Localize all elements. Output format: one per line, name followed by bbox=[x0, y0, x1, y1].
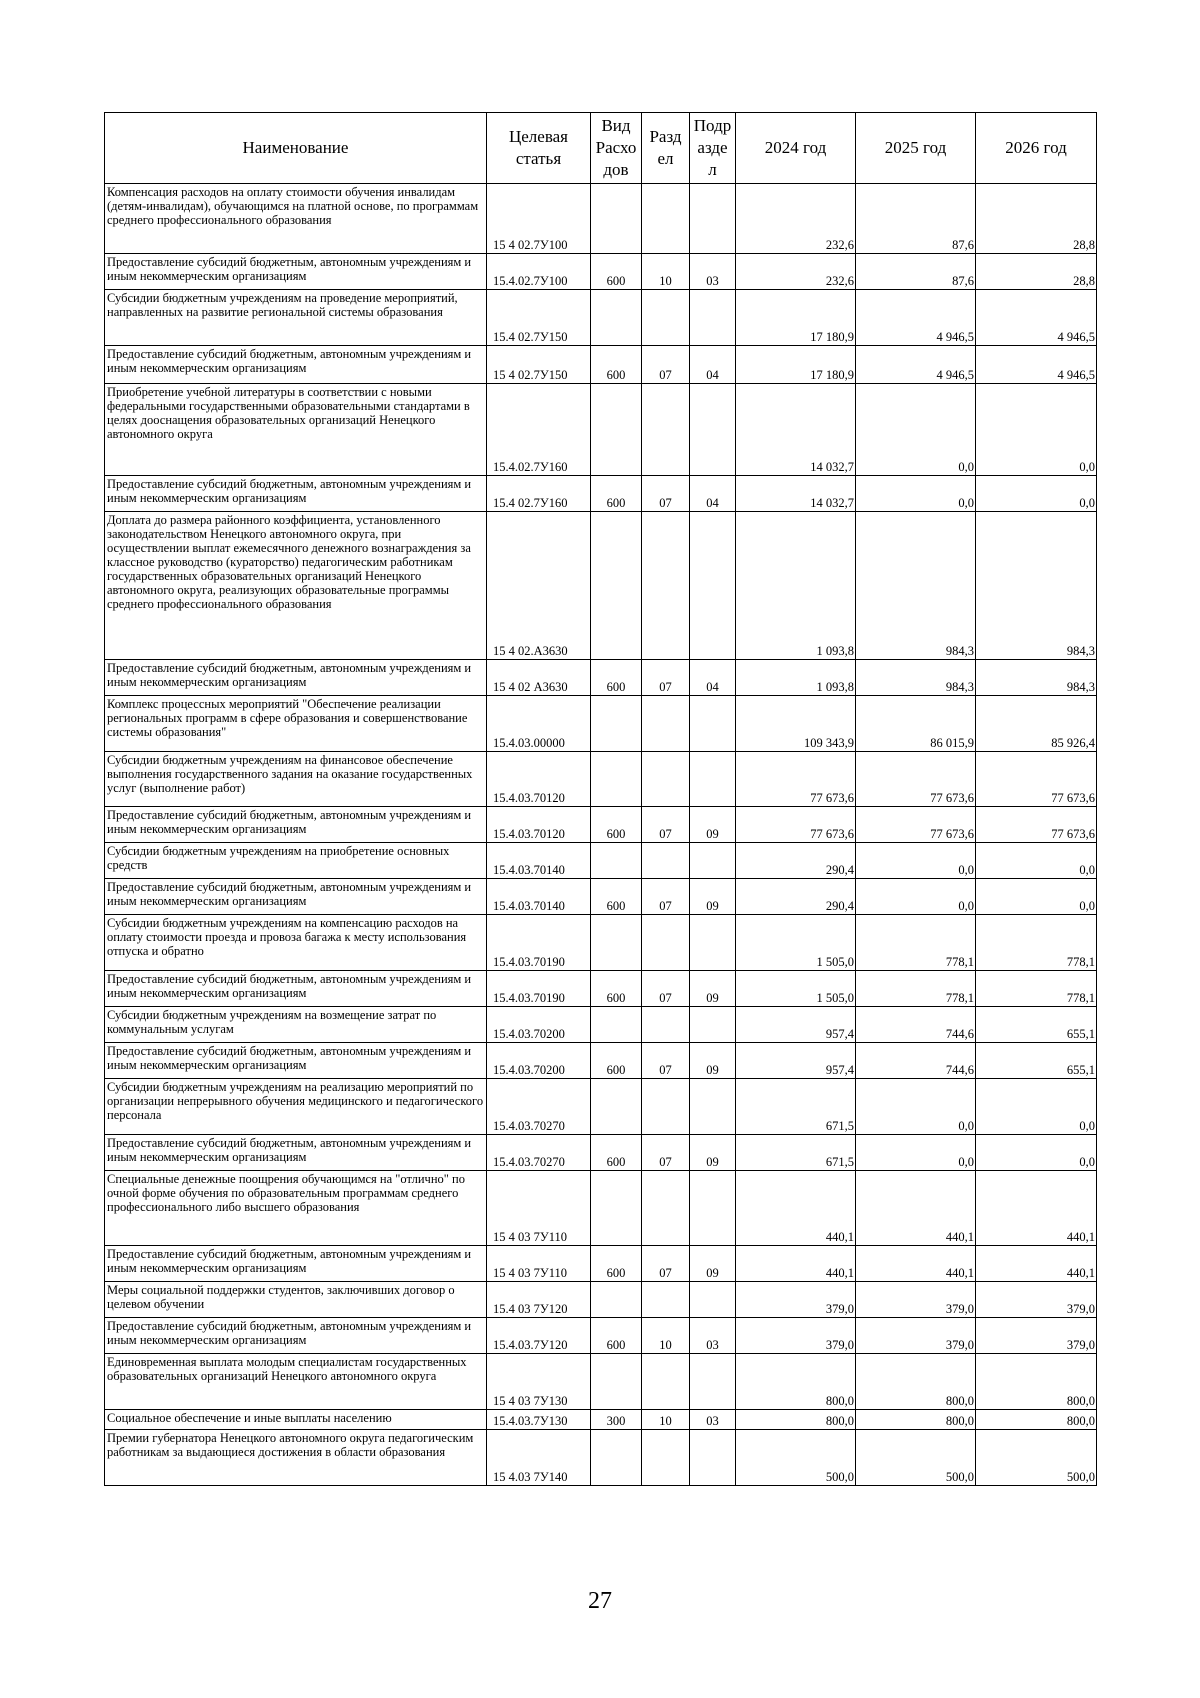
row-target-article: 15.4.03.70140 bbox=[487, 879, 591, 915]
row-value-2024: 290,4 bbox=[736, 843, 856, 879]
row-value-2025: 744,6 bbox=[856, 1007, 976, 1043]
row-name: Социальное обеспечение и иные выплаты населению bbox=[105, 1410, 487, 1430]
row-expense-type: 600 bbox=[591, 879, 642, 915]
row-subsection: 04 bbox=[690, 346, 736, 384]
table-row bbox=[105, 254, 1097, 290]
row-target-article: 15 4 03 7У110 bbox=[487, 1171, 591, 1246]
table-row bbox=[105, 476, 1097, 512]
header-section: Разд ел bbox=[642, 113, 690, 184]
row-target-article: 15.4.03.70270 bbox=[487, 1135, 591, 1171]
budget-table-page bbox=[104, 112, 1096, 1486]
header-year-2024: 2024 год bbox=[736, 113, 856, 184]
row-value-2026: 0,0 bbox=[976, 476, 1097, 512]
row-section bbox=[642, 696, 690, 752]
row-name: Предоставление субсидий бюджетным, автономным учреждениям и иным некоммерческим организациям bbox=[105, 807, 487, 843]
table-row bbox=[105, 1354, 1097, 1410]
row-section bbox=[642, 1354, 690, 1410]
row-subsection bbox=[690, 915, 736, 971]
row-section bbox=[642, 752, 690, 807]
row-name: Предоставление субсидий бюджетным, автономным учреждениям и иным некоммерческим организациям bbox=[105, 660, 487, 696]
row-expense-type: 600 bbox=[591, 254, 642, 290]
row-section bbox=[642, 1171, 690, 1246]
table-row bbox=[105, 1430, 1097, 1486]
row-subsection bbox=[690, 1354, 736, 1410]
row-expense-type: 600 bbox=[591, 807, 642, 843]
row-value-2024: 14 032,7 bbox=[736, 476, 856, 512]
row-value-2026: 0,0 bbox=[976, 879, 1097, 915]
header-target-article: Целевая статья bbox=[487, 113, 591, 184]
row-value-2025: 984,3 bbox=[856, 512, 976, 660]
row-section bbox=[642, 512, 690, 660]
row-value-2025: 0,0 bbox=[856, 476, 976, 512]
row-target-article: 15 4 02 А3630 bbox=[487, 660, 591, 696]
row-expense-type bbox=[591, 915, 642, 971]
row-target-article: 15.4.03.70200 bbox=[487, 1007, 591, 1043]
row-name: Предоставление субсидий бюджетным, автономным учреждениям и иным некоммерческим организациям bbox=[105, 476, 487, 512]
row-value-2025: 77 673,6 bbox=[856, 807, 976, 843]
row-expense-type: 600 bbox=[591, 1043, 642, 1079]
row-target-article: 15.4.03.70120 bbox=[487, 752, 591, 807]
row-value-2024: 109 343,9 bbox=[736, 696, 856, 752]
row-subsection bbox=[690, 512, 736, 660]
row-section bbox=[642, 1007, 690, 1043]
row-target-article: 15.4.03.7У120 bbox=[487, 1318, 591, 1354]
row-value-2026: 77 673,6 bbox=[976, 752, 1097, 807]
row-value-2025: 86 015,9 bbox=[856, 696, 976, 752]
table-row bbox=[105, 752, 1097, 807]
row-value-2025: 800,0 bbox=[856, 1410, 976, 1430]
row-section bbox=[642, 843, 690, 879]
row-value-2025: 778,1 bbox=[856, 971, 976, 1007]
row-section bbox=[642, 1430, 690, 1486]
row-target-article: 15 4 02.А3630 bbox=[487, 512, 591, 660]
row-expense-type: 600 bbox=[591, 660, 642, 696]
row-subsection bbox=[690, 290, 736, 346]
row-value-2025: 379,0 bbox=[856, 1318, 976, 1354]
row-target-article: 15.4 03 7У120 bbox=[487, 1282, 591, 1318]
row-name: Субсидии бюджетным учреждениям на реализацию мероприятий по организации непрерывного обучения медицинского и педагогического персонала bbox=[105, 1079, 487, 1135]
header-expense-type: Вид Расхо дов bbox=[591, 113, 642, 184]
row-subsection bbox=[690, 1430, 736, 1486]
row-value-2025: 500,0 bbox=[856, 1430, 976, 1486]
row-target-article: 15 4.03 7У140 bbox=[487, 1430, 591, 1486]
row-expense-type: 600 bbox=[591, 346, 642, 384]
row-name: Предоставление субсидий бюджетным, автономным учреждениям и иным некоммерческим организациям bbox=[105, 1043, 487, 1079]
row-value-2025: 0,0 bbox=[856, 1135, 976, 1171]
row-subsection bbox=[690, 752, 736, 807]
row-expense-type: 600 bbox=[591, 1135, 642, 1171]
row-value-2024: 379,0 bbox=[736, 1282, 856, 1318]
row-name: Доплата до размера районного коэффициента, установленного законодательством Ненецкого автономного округа, при осуществлении выплат ежемесячного денежного вознаграждения за классное руководство (кураторство) педагогическим работникам государственных образовательных организаций Ненецкого автономного округа, реализующих образовательные программы среднего профессионального образования bbox=[105, 512, 487, 660]
row-name: Предоставление субсидий бюджетным, автономным учреждениям и иным некоммерческим организациям bbox=[105, 1318, 487, 1354]
row-value-2026: 440,1 bbox=[976, 1246, 1097, 1282]
row-subsection bbox=[690, 384, 736, 476]
row-subsection: 04 bbox=[690, 660, 736, 696]
row-value-2026: 379,0 bbox=[976, 1318, 1097, 1354]
row-expense-type bbox=[591, 843, 642, 879]
row-subsection: 03 bbox=[690, 254, 736, 290]
table-row bbox=[105, 1135, 1097, 1171]
row-value-2024: 77 673,6 bbox=[736, 807, 856, 843]
row-value-2025: 4 946,5 bbox=[856, 346, 976, 384]
row-value-2026: 28,8 bbox=[976, 184, 1097, 254]
row-value-2024: 1 505,0 bbox=[736, 971, 856, 1007]
row-value-2025: 0,0 bbox=[856, 1079, 976, 1135]
row-name: Единовременная выплата молодым специалистам государственных образовательных организаций Ненецкого автономного округа bbox=[105, 1354, 487, 1410]
row-target-article: 15.4.02.7У100 bbox=[487, 254, 591, 290]
row-subsection: 09 bbox=[690, 1043, 736, 1079]
row-section: 07 bbox=[642, 660, 690, 696]
table-row bbox=[105, 807, 1097, 843]
row-subsection bbox=[690, 1007, 736, 1043]
table-row bbox=[105, 1410, 1097, 1430]
row-value-2024: 290,4 bbox=[736, 879, 856, 915]
table-row bbox=[105, 346, 1097, 384]
row-subsection: 09 bbox=[690, 971, 736, 1007]
row-expense-type: 600 bbox=[591, 971, 642, 1007]
row-expense-type: 300 bbox=[591, 1410, 642, 1430]
row-value-2026: 778,1 bbox=[976, 971, 1097, 1007]
row-value-2024: 671,5 bbox=[736, 1135, 856, 1171]
row-value-2026: 655,1 bbox=[976, 1007, 1097, 1043]
table-row bbox=[105, 1318, 1097, 1354]
row-subsection: 03 bbox=[690, 1410, 736, 1430]
row-subsection bbox=[690, 843, 736, 879]
row-subsection: 03 bbox=[690, 1318, 736, 1354]
header-year-2025: 2025 год bbox=[856, 113, 976, 184]
row-value-2024: 232,6 bbox=[736, 254, 856, 290]
row-expense-type bbox=[591, 290, 642, 346]
row-value-2024: 1 505,0 bbox=[736, 915, 856, 971]
row-name: Приобретение учебной литературы в соответствии с новыми федеральными государственными образовательными стандартами в целях дооснащения образовательных организаций Ненецкого автономного округа bbox=[105, 384, 487, 476]
row-value-2026: 77 673,6 bbox=[976, 807, 1097, 843]
row-value-2026: 4 946,5 bbox=[976, 346, 1097, 384]
row-target-article: 15.4.03.70190 bbox=[487, 915, 591, 971]
table-row bbox=[105, 1079, 1097, 1135]
row-value-2025: 77 673,6 bbox=[856, 752, 976, 807]
row-name: Субсидии бюджетным учреждениям на приобретение основных средств bbox=[105, 843, 487, 879]
row-value-2024: 1 093,8 bbox=[736, 660, 856, 696]
table-row bbox=[105, 290, 1097, 346]
row-value-2024: 17 180,9 bbox=[736, 290, 856, 346]
row-section: 07 bbox=[642, 1135, 690, 1171]
row-name: Предоставление субсидий бюджетным, автономным учреждениям и иным некоммерческим организациям bbox=[105, 1135, 487, 1171]
row-target-article: 15.4.03.7У130 bbox=[487, 1410, 591, 1430]
row-subsection bbox=[690, 1171, 736, 1246]
row-name: Субсидии бюджетным учреждениям на финансовое обеспечение выполнения государственного задания на оказание государственных услуг (выполнение работ) bbox=[105, 752, 487, 807]
row-value-2025: 379,0 bbox=[856, 1282, 976, 1318]
row-expense-type bbox=[591, 1007, 642, 1043]
row-expense-type bbox=[591, 696, 642, 752]
table-row bbox=[105, 843, 1097, 879]
table-row bbox=[105, 1282, 1097, 1318]
table-row bbox=[105, 915, 1097, 971]
table-row bbox=[105, 1043, 1097, 1079]
row-section: 07 bbox=[642, 807, 690, 843]
row-subsection bbox=[690, 696, 736, 752]
row-section bbox=[642, 290, 690, 346]
row-subsection bbox=[690, 184, 736, 254]
page-number: 27 bbox=[588, 1588, 612, 1614]
row-value-2026: 4 946,5 bbox=[976, 290, 1097, 346]
row-value-2026: 0,0 bbox=[976, 1135, 1097, 1171]
row-section bbox=[642, 1079, 690, 1135]
row-target-article: 15.4.03.00000 bbox=[487, 696, 591, 752]
row-value-2026: 800,0 bbox=[976, 1354, 1097, 1410]
table-row bbox=[105, 1246, 1097, 1282]
row-expense-type bbox=[591, 1282, 642, 1318]
table-header-row bbox=[105, 113, 1097, 184]
row-value-2025: 87,6 bbox=[856, 184, 976, 254]
row-value-2025: 744,6 bbox=[856, 1043, 976, 1079]
row-value-2025: 0,0 bbox=[856, 384, 976, 476]
row-name: Предоставление субсидий бюджетным, автономным учреждениям и иным некоммерческим организациям bbox=[105, 879, 487, 915]
table-row bbox=[105, 384, 1097, 476]
row-value-2026: 85 926,4 bbox=[976, 696, 1097, 752]
header-name: Наименование bbox=[105, 113, 487, 184]
row-name: Предоставление субсидий бюджетным, автономным учреждениям и иным некоммерческим организациям bbox=[105, 346, 487, 384]
row-target-article: 15.4 02.7У160 bbox=[487, 476, 591, 512]
row-section: 07 bbox=[642, 1043, 690, 1079]
row-section: 07 bbox=[642, 971, 690, 1007]
row-target-article: 15.4.03.70200 bbox=[487, 1043, 591, 1079]
row-subsection bbox=[690, 1282, 736, 1318]
row-value-2025: 778,1 bbox=[856, 915, 976, 971]
row-value-2025: 800,0 bbox=[856, 1354, 976, 1410]
row-value-2025: 0,0 bbox=[856, 879, 976, 915]
row-name: Субсидии бюджетным учреждениям на компенсацию расходов на оплату стоимости проезда и провоза багажа к месту использования отпуска и обратно bbox=[105, 915, 487, 971]
table-row bbox=[105, 660, 1097, 696]
row-value-2025: 440,1 bbox=[856, 1171, 976, 1246]
row-section bbox=[642, 915, 690, 971]
row-value-2026: 984,3 bbox=[976, 512, 1097, 660]
row-subsection: 09 bbox=[690, 1246, 736, 1282]
row-value-2025: 87,6 bbox=[856, 254, 976, 290]
row-name: Предоставление субсидий бюджетным, автономным учреждениям и иным некоммерческим организациям bbox=[105, 254, 487, 290]
table-row bbox=[105, 184, 1097, 254]
row-value-2024: 440,1 bbox=[736, 1246, 856, 1282]
row-subsection: 09 bbox=[690, 807, 736, 843]
row-value-2025: 440,1 bbox=[856, 1246, 976, 1282]
row-value-2024: 671,5 bbox=[736, 1079, 856, 1135]
row-target-article: 15 4 02.7У150 bbox=[487, 346, 591, 384]
row-value-2026: 655,1 bbox=[976, 1043, 1097, 1079]
row-value-2026: 379,0 bbox=[976, 1282, 1097, 1318]
row-expense-type bbox=[591, 512, 642, 660]
row-value-2024: 500,0 bbox=[736, 1430, 856, 1486]
row-name: Субсидии бюджетным учреждениям на проведение мероприятий, направленных на развитие региональной системы образования bbox=[105, 290, 487, 346]
row-expense-type bbox=[591, 1430, 642, 1486]
row-value-2026: 0,0 bbox=[976, 1079, 1097, 1135]
row-name: Меры социальной поддержки студентов, заключивших договор о целевом обучении bbox=[105, 1282, 487, 1318]
row-section: 07 bbox=[642, 476, 690, 512]
row-target-article: 15.4.03.70190 bbox=[487, 971, 591, 1007]
row-expense-type bbox=[591, 1171, 642, 1246]
row-section: 10 bbox=[642, 1410, 690, 1430]
row-section: 07 bbox=[642, 346, 690, 384]
row-value-2025: 0,0 bbox=[856, 843, 976, 879]
table-row bbox=[105, 879, 1097, 915]
row-value-2024: 957,4 bbox=[736, 1007, 856, 1043]
row-value-2026: 984,3 bbox=[976, 660, 1097, 696]
row-value-2026: 778,1 bbox=[976, 915, 1097, 971]
row-expense-type bbox=[591, 384, 642, 476]
row-name: Предоставление субсидий бюджетным, автономным учреждениям и иным некоммерческим организациям bbox=[105, 971, 487, 1007]
row-section: 07 bbox=[642, 879, 690, 915]
row-subsection: 09 bbox=[690, 1135, 736, 1171]
table-row bbox=[105, 1007, 1097, 1043]
row-section bbox=[642, 184, 690, 254]
row-target-article: 15.4.03.70120 bbox=[487, 807, 591, 843]
row-value-2024: 957,4 bbox=[736, 1043, 856, 1079]
row-section bbox=[642, 384, 690, 476]
row-target-article: 15.4.03.70140 bbox=[487, 843, 591, 879]
row-expense-type bbox=[591, 752, 642, 807]
row-name: Премии губернатора Ненецкого автономного округа педагогическим работникам за выдающиеся достижения в области образования bbox=[105, 1430, 487, 1486]
row-section: 07 bbox=[642, 1246, 690, 1282]
row-expense-type bbox=[591, 184, 642, 254]
row-expense-type: 600 bbox=[591, 1246, 642, 1282]
row-value-2024: 379,0 bbox=[736, 1318, 856, 1354]
table-row bbox=[105, 1171, 1097, 1246]
row-value-2024: 14 032,7 bbox=[736, 384, 856, 476]
row-target-article: 15 4 03 7У110 bbox=[487, 1246, 591, 1282]
row-value-2025: 4 946,5 bbox=[856, 290, 976, 346]
table-row bbox=[105, 696, 1097, 752]
row-value-2024: 17 180,9 bbox=[736, 346, 856, 384]
row-name: Комплекс процессных мероприятий "Обеспечение реализации региональных программ в сфере образования и совершенствование системы образования" bbox=[105, 696, 487, 752]
header-year-2026: 2026 год bbox=[976, 113, 1097, 184]
row-name: Специальные денежные поощрения обучающимся на "отлично" по очной форме обучения по образовательным программам среднего профессионального либо высшего образования bbox=[105, 1171, 487, 1246]
row-section: 10 bbox=[642, 1318, 690, 1354]
header-subsection: Подр азде л bbox=[690, 113, 736, 184]
row-target-article: 15 4 02.7У100 bbox=[487, 184, 591, 254]
row-section bbox=[642, 1282, 690, 1318]
row-subsection: 09 bbox=[690, 879, 736, 915]
row-value-2024: 800,0 bbox=[736, 1410, 856, 1430]
table-body bbox=[105, 184, 1097, 1486]
row-value-2026: 28,8 bbox=[976, 254, 1097, 290]
row-value-2024: 440,1 bbox=[736, 1171, 856, 1246]
row-value-2026: 440,1 bbox=[976, 1171, 1097, 1246]
table-row bbox=[105, 971, 1097, 1007]
row-value-2026: 500,0 bbox=[976, 1430, 1097, 1486]
row-expense-type bbox=[591, 1354, 642, 1410]
row-target-article: 15.4.02.7У160 bbox=[487, 384, 591, 476]
table-row bbox=[105, 512, 1097, 660]
row-value-2024: 77 673,6 bbox=[736, 752, 856, 807]
budget-table bbox=[104, 112, 1097, 1486]
row-name: Предоставление субсидий бюджетным, автономным учреждениям и иным некоммерческим организациям bbox=[105, 1246, 487, 1282]
row-expense-type: 600 bbox=[591, 476, 642, 512]
row-value-2024: 232,6 bbox=[736, 184, 856, 254]
row-target-article: 15.4 02.7У150 bbox=[487, 290, 591, 346]
row-value-2025: 984,3 bbox=[856, 660, 976, 696]
row-value-2026: 0,0 bbox=[976, 384, 1097, 476]
row-expense-type: 600 bbox=[591, 1318, 642, 1354]
row-value-2026: 800,0 bbox=[976, 1410, 1097, 1430]
row-value-2024: 1 093,8 bbox=[736, 512, 856, 660]
row-expense-type bbox=[591, 1079, 642, 1135]
row-subsection bbox=[690, 1079, 736, 1135]
row-target-article: 15 4 03 7У130 bbox=[487, 1354, 591, 1410]
row-value-2024: 800,0 bbox=[736, 1354, 856, 1410]
row-value-2026: 0,0 bbox=[976, 843, 1097, 879]
row-section: 10 bbox=[642, 254, 690, 290]
row-name: Компенсация расходов на оплату стоимости обучения инвалидам (детям-инвалидам), обучающимся на платной основе, по программам среднего профессионального образования bbox=[105, 184, 487, 254]
row-subsection: 04 bbox=[690, 476, 736, 512]
row-name: Субсидии бюджетным учреждениям на возмещение затрат по коммунальным услугам bbox=[105, 1007, 487, 1043]
row-target-article: 15.4.03.70270 bbox=[487, 1079, 591, 1135]
